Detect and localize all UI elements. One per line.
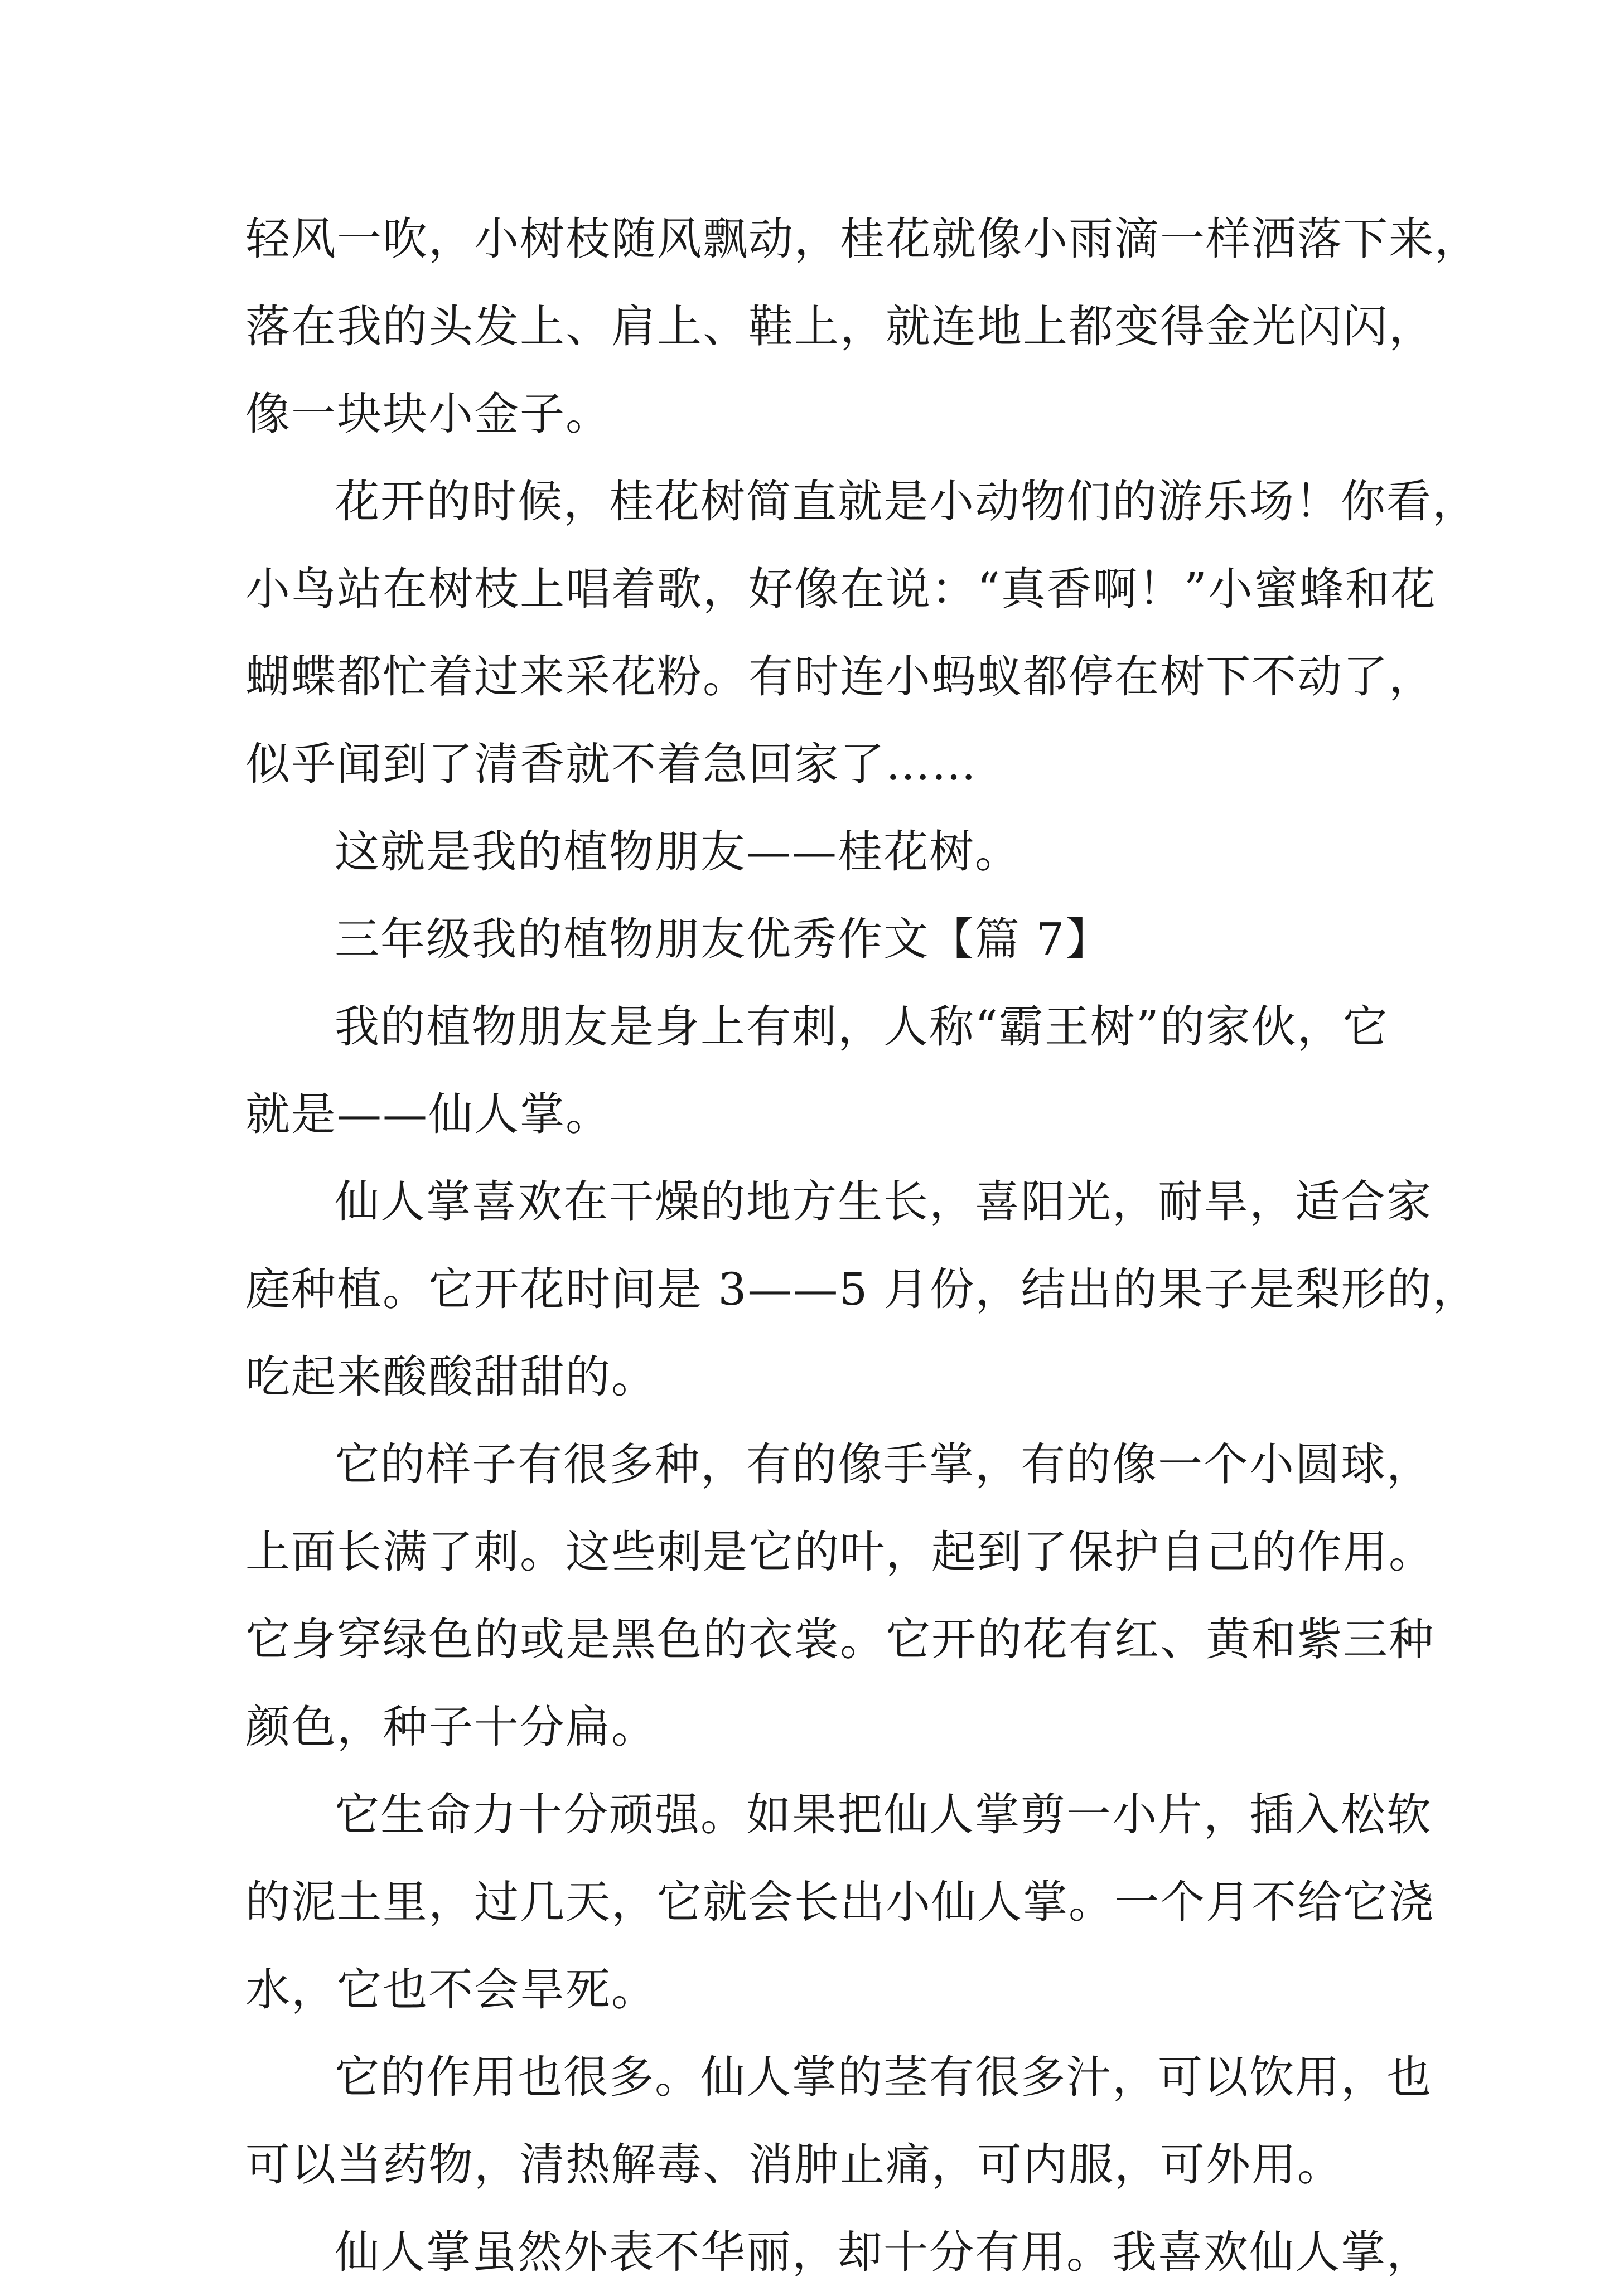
text-line: 吃起来酸酸甜甜的。 [245, 1351, 657, 1403]
text-line: 上面长满了刺。这些刺是它的叶，起到了保护自己的作用。 [245, 1526, 1434, 1578]
paragraph-start-line: 它的样子有很多种，有的像手掌，有的像一个小圆球， [335, 1438, 1432, 1490]
paragraph-start-line: 它的作用也很多。仙人掌的茎有很多汁，可以饮用，也 [335, 2051, 1432, 2103]
paragraph-start-line: 花开的时候，桂花树简直就是小动物们的游乐场！你看， [335, 476, 1478, 527]
text-line: 就是——仙人掌。 [245, 1088, 611, 1140]
text-line: 蝴蝶都忙着过来采花粉。有时连小蚂蚁都停在树下不动了， [245, 651, 1434, 703]
paragraph-start-line: 这就是我的植物朋友——桂花树。 [335, 826, 1021, 878]
text-line: 的泥土里，过几天，它就会长出小仙人掌。一个月不给它浇 [245, 1876, 1434, 1928]
text-line: 轻风一吹，小树枝随风飘动，桂花就像小雨滴一样洒落下来， [245, 213, 1480, 265]
text-line: 落在我的头发上、肩上、鞋上，就连地上都变得金光闪闪， [245, 301, 1434, 352]
text-line: 庭种植。它开花时间是 3——5 月份，结出的果子是梨形的， [245, 1263, 1478, 1315]
section-heading: 三年级我的植物朋友优秀作文【篇 7】 [335, 913, 1112, 965]
paragraph-start-line: 它生命力十分顽强。如果把仙人掌剪一小片，插入松软 [335, 1789, 1432, 1840]
paragraph-start-line: 仙人掌虽然外表不华丽，却十分有用。我喜欢仙人掌， [335, 2226, 1432, 2278]
text-line: 像一块块小金子。 [245, 388, 611, 440]
essay-text-block [245, 195, 1480, 2296]
text-line: 小鸟站在树枝上唱着歌，好像在说：“真香啊！”小蜜蜂和花 [245, 563, 1437, 615]
text-line: 颜色，种子十分扁。 [245, 1701, 657, 1753]
text-line: 似乎闻到了清香就不着急回家了…… [245, 738, 977, 790]
paragraph-start-line: 仙人掌喜欢在干燥的地方生长，喜阳光，耐旱，适合家 [335, 1176, 1432, 1228]
paragraph-start-line: 我的植物朋友是身上有刺，人称“霸王树”的家伙，它 [335, 1001, 1389, 1053]
text-line: 可以当药物，清热解毒、消肿止痛，可内服，可外用。 [245, 2139, 1343, 2191]
text-line: 它身穿绿色的或是黑色的衣裳。它开的花有红、黄和紫三种 [245, 1614, 1434, 1665]
text-line: 水，它也不会旱死。 [245, 1964, 657, 2016]
